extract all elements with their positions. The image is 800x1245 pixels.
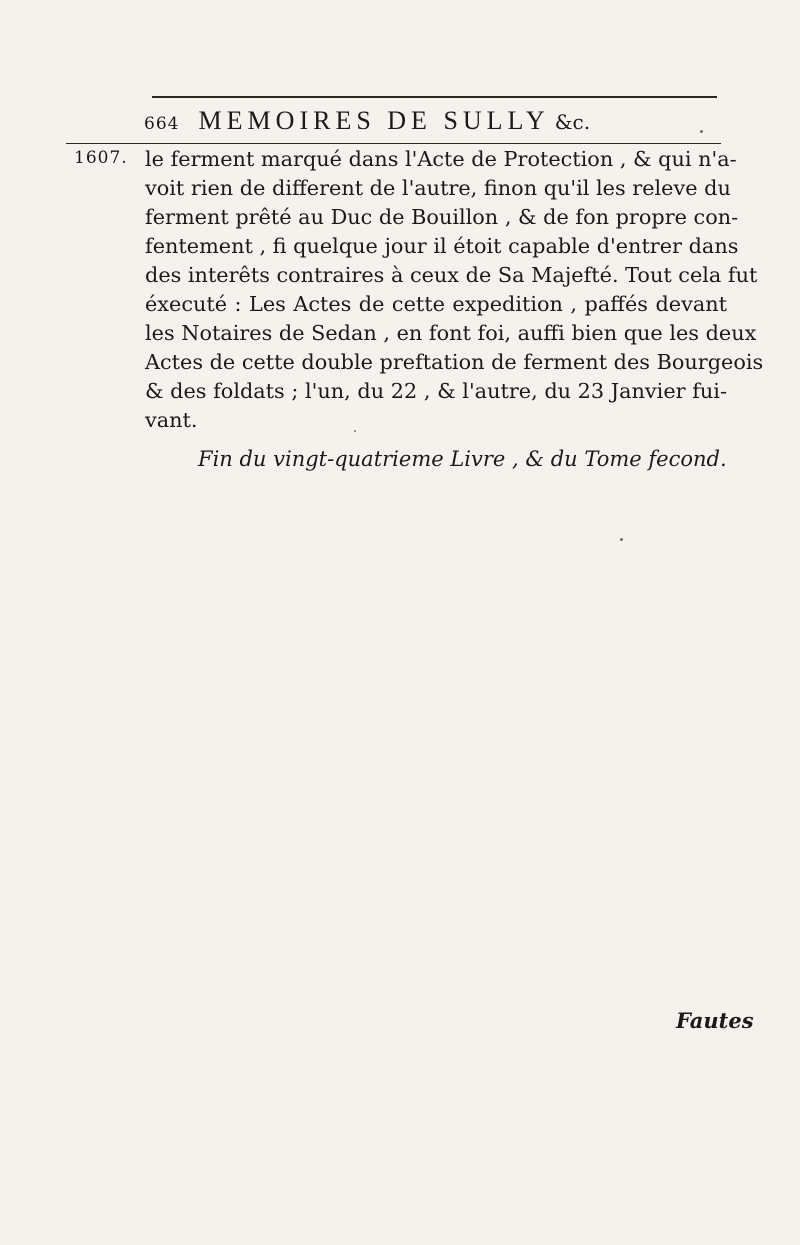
body-paragraph bbox=[145, 145, 764, 435]
text-line: des interêts contraires à ceux de Sa Majefté. Tout cela fut bbox=[145, 263, 758, 287]
end-note: Fin du vingt-quatrieme Livre , & du Tome fecond. bbox=[198, 447, 727, 471]
text-line: les Notaires de Sedan , en font foi, auffi bien que les deux bbox=[145, 321, 757, 345]
margin-year: 1607. bbox=[74, 148, 128, 168]
text-line: Actes de cette double preftation de ferment des Bourgeois bbox=[145, 350, 764, 374]
running-title: MEMOIRES DE SULLY bbox=[198, 106, 550, 135]
page-number: 664 bbox=[144, 114, 180, 134]
text-line: éxecuté : Les Actes de cette expedition , paffés devant bbox=[145, 292, 727, 316]
running-title-suffix: &c. bbox=[554, 110, 591, 134]
ink-speck bbox=[620, 538, 623, 541]
ink-speck bbox=[354, 430, 356, 432]
header-rule bbox=[66, 143, 721, 144]
ink-speck bbox=[700, 130, 703, 133]
text-line: voit rien de different de l'autre, finon qu'il les releve du bbox=[145, 176, 731, 200]
text-line: & des foldats ; l'un, du 22 , & l'autre, du 23 Janvier fui- bbox=[145, 379, 727, 403]
text-line: fentement , fi quelque jour il étoit capable d'entrer dans bbox=[145, 234, 739, 258]
top-rule bbox=[152, 96, 717, 98]
text-line: vant. bbox=[145, 408, 198, 432]
text-line: ferment prêté au Duc de Bouillon , & de fon propre con- bbox=[145, 205, 739, 229]
text-line: le ferment marqué dans l'Acte de Protection , & qui n'a- bbox=[145, 147, 737, 171]
page-header bbox=[144, 106, 724, 136]
catchword: Fautes bbox=[676, 1008, 754, 1033]
